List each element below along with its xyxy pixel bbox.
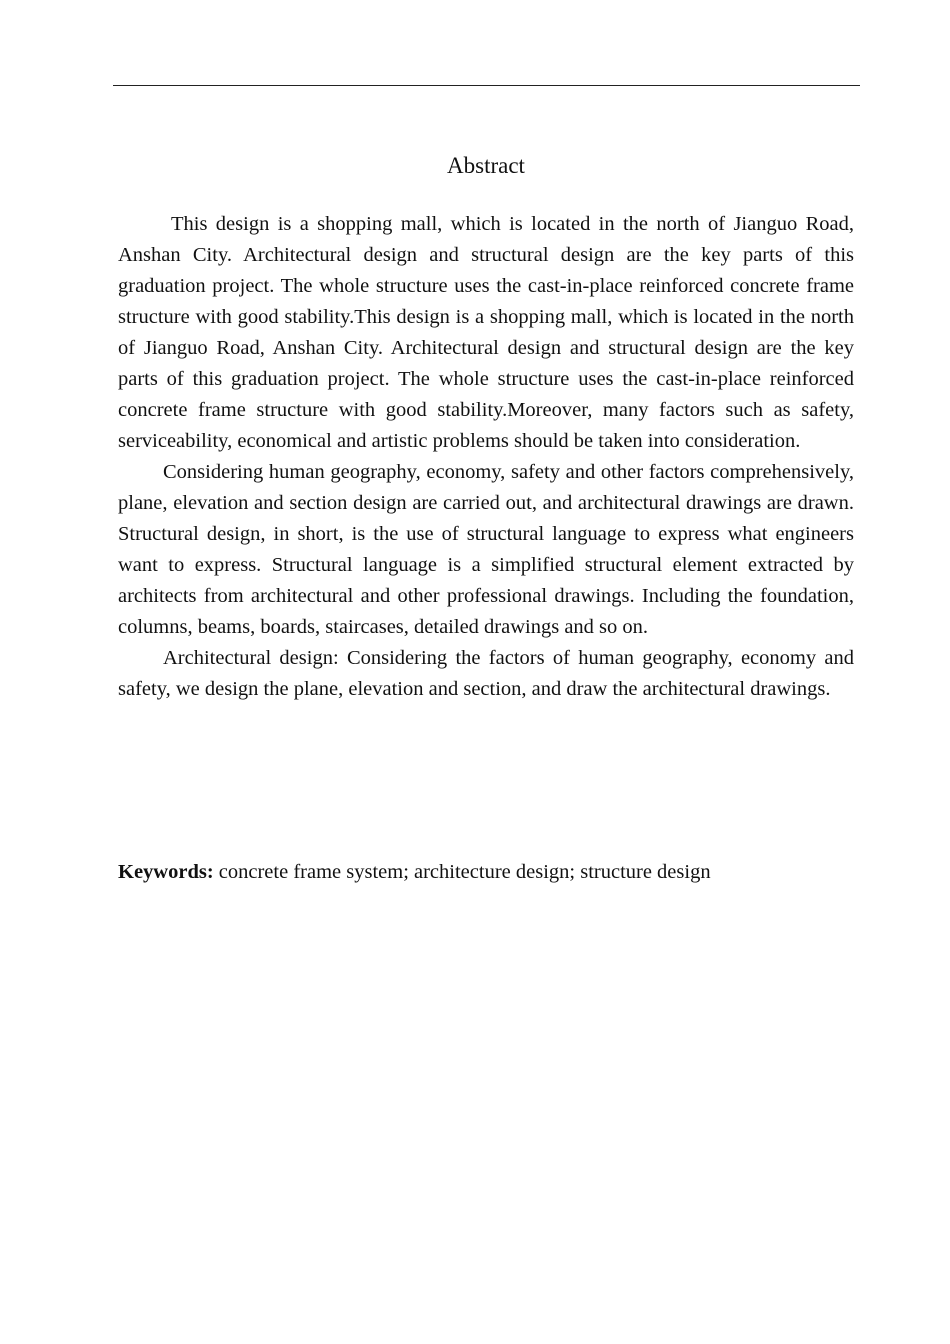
keywords-label: Keywords: bbox=[118, 861, 214, 883]
abstract-title: Abstract bbox=[447, 153, 525, 178]
abstract-paragraph-2: Considering human geography, economy, safety and other factors comprehensively, plane, elevation and section design are carried out, and architectural drawings are drawn. Structural design, in short, is the use of structural language to express what engineers want to express. Structural language is a simplified structural element extracted by architects from architectural and other professional drawings. Including the foundation, columns, beams, boards, staircases, detailed drawings and so on. bbox=[118, 461, 854, 638]
abstract-body bbox=[118, 209, 854, 705]
abstract-paragraph-1: This design is a shopping mall, which is located in the north of Jianguo Road, Anshan City. Architectural design and structural design are the key parts of this graduation project. The whole structure uses the cast-in-place reinforced concrete frame structure with good stability.This design is a shopping mall, which is located in the north of Jianguo Road, Anshan City. Architectural design and structural design are the key parts of this graduation project. The whole structure uses the cast-in-place reinforced concrete frame structure with good stability.Moreover, many factors such as safety, serviceability, economical and artistic problems should be taken into consideration. bbox=[118, 213, 854, 452]
header-rule bbox=[113, 85, 860, 86]
keywords-text: concrete frame system; architecture design; structure design bbox=[218, 861, 711, 883]
abstract-paragraph-3: Architectural design: Considering the factors of human geography, economy and safety, we design the plane, elevation and section, and draw the architectural drawings. bbox=[118, 647, 854, 700]
keywords-line bbox=[118, 857, 854, 888]
